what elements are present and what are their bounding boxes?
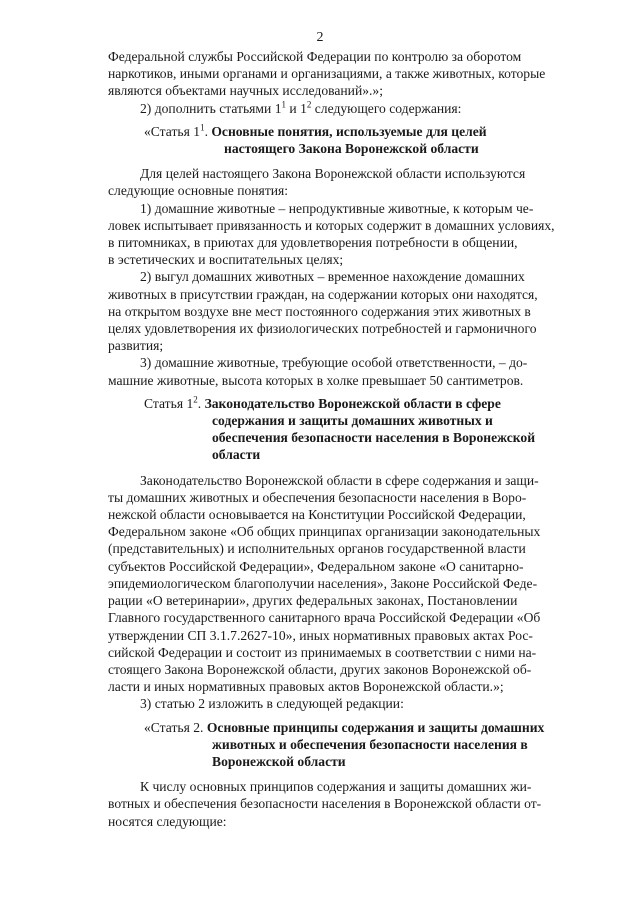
article-title-cont: обеспечения безопасности населения в Воронежской [212,430,536,446]
text-fragment: следующего содержания: [311,100,462,116]
text-line: вотных и обеспечения безопасности населения в Воронежской области от- [108,796,542,812]
article-title: Основные принципы содержания и защиты домашних [206,719,545,735]
text-line: машние животные, высота которых в холке превышает 50 сантиметров. [108,372,524,388]
text-fragment: . [204,123,212,139]
text-line: утверждении СП 3.1.7.2627-10», иных нормативных правовых актах Рос- [108,627,533,643]
superscript: 1 [200,122,205,133]
article-label: «Статья 2. [144,719,207,735]
article-1-1-lead [108,165,588,199]
text-fragment: и 1 [286,100,307,116]
article-label: Статья 1 [144,395,194,411]
page-number: 2 [316,30,324,45]
amendment-3: 3) статью 2 изложить в следующей редакции: [140,696,404,712]
text-fragment: 2) дополнить статьями 1 [140,100,282,116]
article-1-2-body [108,472,588,696]
article-2-heading [108,719,588,771]
text-line: в эстетических и воспитательных целях; [108,252,344,268]
text-line: являются объектами научных исследований».»; [108,83,383,99]
text-line: 2) выгул домашних животных – временное нахождение домашних [140,269,525,285]
text-line: стоящего Закона Воронежской области, других законов Воронежской об- [108,661,532,677]
text-line: Законодательство Воронежской области в сфере содержания и защи- [140,472,539,488]
text-line: сийской Федерации и состоит из принимаемых в соответствии с ними на- [108,644,537,660]
text-line: ты домашних животных и обеспечения безопасности населения в Воро- [108,489,527,505]
text-line: (представительных) и исполнительных органов государственной власти [108,541,526,557]
article-title-cont: животных и обеспечения безопасности населения в [212,736,528,752]
text-line: животных в присутствии граждан, на содержании которых они находятся, [108,286,538,302]
article-1-2-heading [108,395,588,464]
amendment-2 [108,100,588,117]
text-line: носятся следующие: [108,813,227,829]
text-line: 3) домашние животные, требующие особой ответственности, – до- [140,355,528,371]
document-body [108,48,588,830]
text-line: Федеральной службы Российской Федерации по контролю за оборотом [108,49,522,64]
text-line: эпидемиологическом благополучии населения», Законе Российской Феде- [108,575,538,591]
text-line: наркотиков, иными органами и организациями, а также животных, которые [108,66,546,82]
article-title-cont: настоящего Закона Воронежской области [224,141,479,157]
definition-item-2 [108,268,588,354]
text-line: 1) домашние животные – непродуктивные животные, к которым че- [140,200,534,216]
article-title-cont: Воронежской области [212,753,346,769]
intro-paragraph [108,48,588,100]
superscript: 2 [306,99,312,110]
definition-item-3 [108,354,588,388]
text-line: Главного государственного санитарного врача Российской Федерации «Об [108,610,541,626]
definition-item-1 [108,200,588,269]
text-line: рации «О ветеринарии», других федеральных законах, Постановлении [108,593,518,609]
text-line: Федеральном законе «Об общих принципах организации законодательных [108,524,541,540]
article-title: Законодательство Воронежской области в сфере [204,395,501,411]
text-fragment: . [197,395,205,411]
text-line: ласти и иных нормативных правовых актов Воронежской области.»; [108,679,504,695]
text-line: на открытом воздухе вне мест постоянного содержания этих животных в [108,303,531,319]
text-line: ловек испытывает привязанность и которых содержит в домашних условиях, [108,217,555,233]
article-title-cont: области [212,447,261,463]
text-line: К числу основных принципов содержания и защиты домашних жи- [140,779,532,795]
superscript: 2 [193,394,198,405]
article-title-cont: содержания и защиты домашних животных и [212,413,493,429]
article-title: Основные понятия, используемые для целей [211,123,487,139]
text-line: развития; [108,338,164,354]
superscript: 1 [281,99,286,110]
text-line: следующие основные понятия: [108,183,289,199]
article-1-1-heading [108,123,588,157]
text-line: Для целей настоящего Закона Воронежской области используются [140,166,526,182]
text-line: субъектов Российской Федерации», Федеральном законе «О санитарно- [108,558,524,574]
article-label: «Статья 1 [144,123,201,139]
text-line: нежской области основывается на Конституции Российской Федерации, [108,507,526,523]
article-2-body [108,778,588,830]
text-line: в питомниках, в приютах для удовлетворения потребности в общении, [108,235,518,251]
text-line: целях удовлетворения их физиологических потребностей и гармоничного [108,321,537,337]
